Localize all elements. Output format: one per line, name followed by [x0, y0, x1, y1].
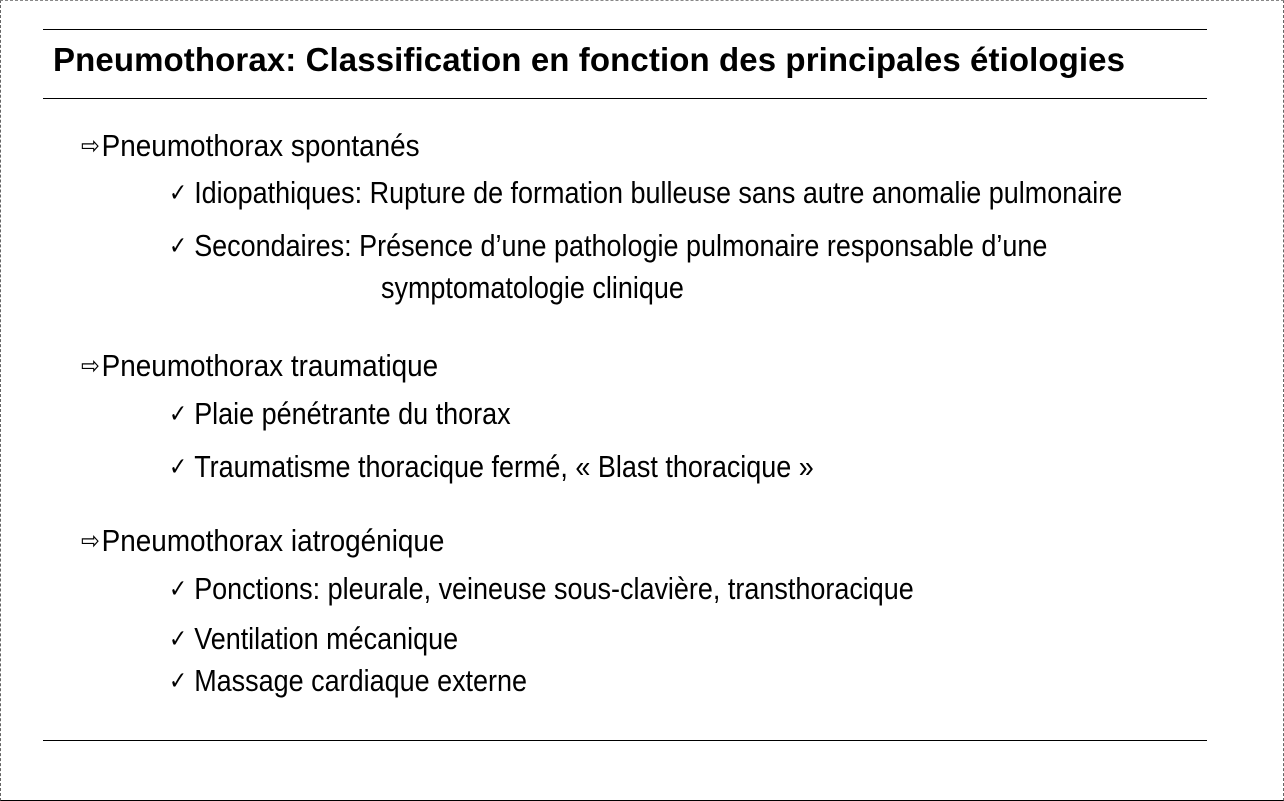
top-rule: [43, 29, 1207, 30]
list-item: [169, 228, 1047, 264]
section-heading-iatrogenic: [81, 523, 444, 559]
bottom-rule: [43, 740, 1207, 741]
list-item-label: Ponctions: pleurale, veineuse sous-clavière, transthoracique: [194, 571, 914, 606]
list-item: [169, 396, 511, 432]
section-heading-label: Pneumothorax traumatique: [101, 348, 439, 383]
section-heading-traumatic: [81, 348, 438, 384]
section-heading-spontaneous: [81, 128, 420, 164]
section-heading-label: Pneumothorax spontanés: [101, 128, 420, 163]
title-rule: [43, 98, 1207, 99]
right-arrow-icon: ⇨: [81, 351, 100, 380]
list-item-label: Idiopathiques: Rupture de formation bulleuse sans autre anomalie pulmonaire: [194, 175, 1123, 210]
list-item: [169, 449, 814, 485]
checkmark-icon: ✓: [169, 666, 188, 695]
checkmark-icon: ✓: [169, 452, 188, 481]
slide-title: Pneumothorax: Classification en fonction des principales étiologies: [53, 41, 1126, 78]
list-item-label: Plaie pénétrante du thorax: [194, 396, 511, 431]
checkmark-icon: ✓: [169, 624, 188, 653]
checkmark-icon: ✓: [169, 574, 188, 603]
list-item-label: Secondaires: Présence d’une pathologie pulmonaire responsable d’une: [194, 228, 1048, 263]
list-item-continuation: symptomatologie clinique: [381, 270, 684, 305]
section-heading-label: Pneumothorax iatrogénique: [101, 523, 445, 558]
list-item: [169, 663, 527, 699]
checkmark-icon: ✓: [169, 399, 188, 428]
list-item: [169, 571, 914, 607]
right-arrow-icon: ⇨: [81, 131, 100, 160]
checkmark-icon: ✓: [169, 231, 188, 260]
list-item: [169, 621, 458, 657]
list-item-label: Traumatisme thoracique fermé, « Blast thoracique »: [194, 449, 814, 484]
list-item-label: Ventilation mécanique: [194, 621, 459, 656]
list-item: [169, 175, 1122, 211]
checkmark-icon: ✓: [169, 178, 188, 207]
list-item-label: Massage cardiaque externe: [194, 663, 528, 698]
right-arrow-icon: ⇨: [81, 526, 100, 555]
